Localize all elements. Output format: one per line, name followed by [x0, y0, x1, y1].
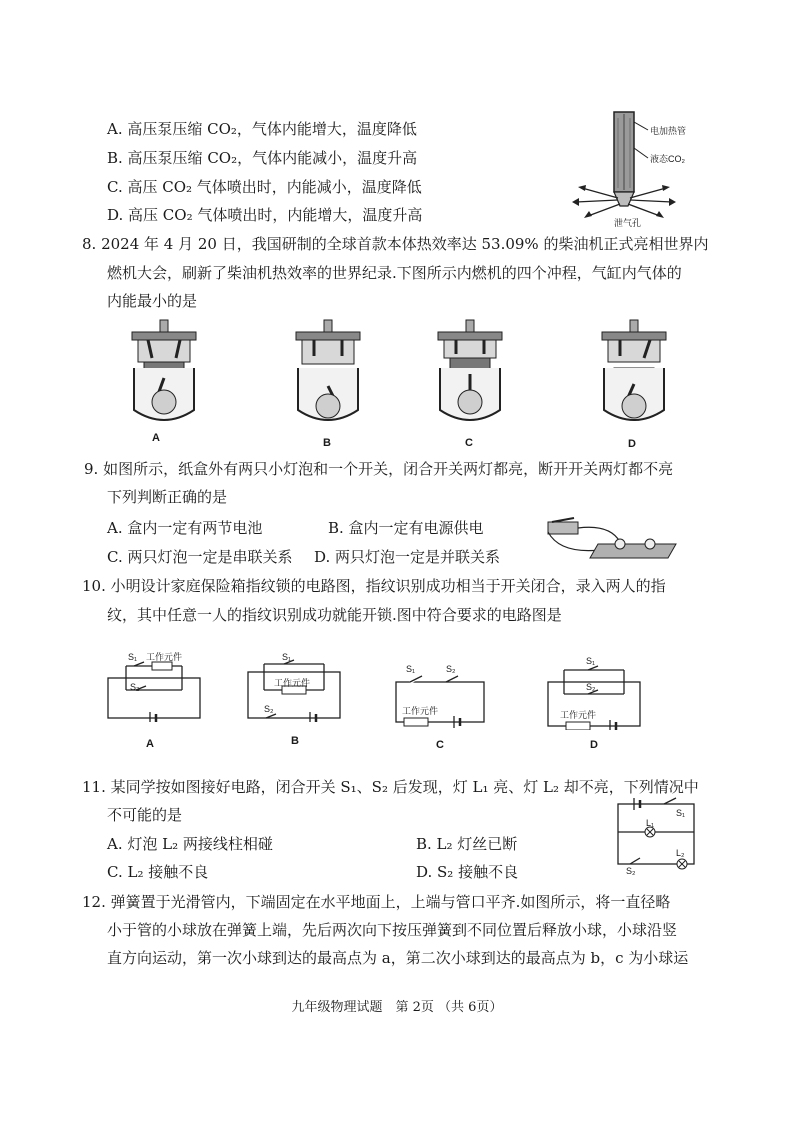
q8-caption-c: C: [465, 437, 473, 449]
q9-stem-line2: 下列判断正确的是: [107, 488, 228, 506]
q7-option-b: B. 高压泵压缩 CO₂，气体内能减小，温度升高: [107, 149, 418, 167]
q10-circuit-c: [392, 660, 492, 732]
q10-caption-a: A: [146, 738, 154, 750]
q8-stem-line3: 内能最小的是: [107, 292, 198, 310]
engine-stroke-a-figure: [126, 318, 202, 432]
q12-stem-line2: 小于管的小球放在弹簧上端，先后两次向下按压弹簧到不同位置后释放小球，小球沿竖: [107, 921, 678, 939]
q8-stem-line1: 8. 2024 年 4 月 20 日，我国研制的全球首款本体热效率达 53.09% 的柴油机正式亮相世界内: [82, 235, 709, 253]
q8-caption-d: D: [628, 438, 636, 450]
q9-option-a: A. 盒内一定有两节电池: [107, 519, 263, 537]
q11-l2-label: L₂: [676, 848, 685, 858]
q11-option-a: A. 灯泡 L₂ 两接线柱相碰: [107, 835, 273, 853]
q9-box-bulbs-figure: [540, 514, 680, 568]
engine-stroke-d-figure: [596, 318, 672, 432]
heater-tube-label: 电加热管: [650, 126, 687, 136]
q9-stem-line1: 9. 如图所示，纸盒外有两只小灯泡和一个开关，闭合开关两灯都亮，断开开关两灯都不亮: [84, 460, 674, 478]
q11-s2-label: S₂: [626, 866, 636, 876]
q12-stem-line1: 12. 弹簧置于光滑管内，下端固定在水平地面上，上端与管口平齐.如图所示，将一直径略: [82, 893, 671, 911]
q11-option-c: C. L₂ 接触不良: [107, 863, 209, 881]
q10c-element-label: 工作元件: [402, 706, 439, 716]
q9-option-d: D. 两只灯泡一定是并联关系: [314, 548, 501, 566]
q9-option-c: C. 两只灯泡一定是串联关系: [107, 548, 293, 566]
q7-option-a: A. 高压泵压缩 CO₂，气体内能增大，温度降低: [107, 120, 417, 138]
q10-stem-line2: 纹，其中任意一人的指纹识别成功就能开锁.图中符合要求的电路图是: [107, 606, 562, 624]
q10-circuit-b: [244, 650, 344, 726]
q10d-s2-label: S₂: [586, 682, 596, 692]
q10b-s1-label: S₁: [282, 652, 292, 662]
q8-caption-b: B: [323, 437, 331, 449]
q9-option-b: B. 盒内一定有电源供电: [328, 519, 484, 537]
q10d-element-label: 工作元件: [560, 710, 597, 720]
q8-stem-line2: 燃机大会，刷新了柴油机热效率的世界纪录.下图所示内燃机的四个冲程，气缸内气体的: [107, 264, 682, 282]
q10-circuit-d: [544, 654, 644, 734]
q10c-s1-label: S₁: [406, 664, 416, 674]
q10b-element-label: 工作元件: [274, 678, 311, 688]
q10a-s1-label: S₁: [128, 652, 138, 662]
q11-circuit-figure: [614, 796, 700, 880]
q10b-s2-label: S₂: [264, 704, 274, 714]
page-footer: 九年级物理试题 第 2页 （共 6页）: [291, 1000, 503, 1015]
vent-hole-label: 泄气孔: [614, 218, 642, 228]
q11-option-b: B. L₂ 灯丝已断: [416, 835, 518, 853]
liquid-co2-label: 液态CO₂: [650, 154, 685, 164]
q10a-s2-label: S₂: [130, 682, 140, 692]
q11-l1-label: L₁: [646, 818, 655, 828]
q8-caption-a: A: [152, 432, 160, 444]
q7-option-c: C. 高压 CO₂ 气体喷出时，内能减小，温度降低: [107, 178, 422, 196]
q10-caption-d: D: [590, 739, 598, 751]
q7-co2-cylinder-figure: [566, 108, 716, 230]
q10c-s2-label: S₂: [446, 664, 456, 674]
q10-circuit-a: [104, 650, 204, 726]
q7-option-d: D. 高压 CO₂ 气体喷出时，内能增大，温度升高: [107, 206, 423, 224]
q11-s1-label: S₁: [676, 808, 686, 818]
q10a-element-label: 工作元件: [146, 652, 183, 662]
q12-stem-line3: 直方向运动，第一次小球到达的最高点为 a，第二次小球到达的最高点为 b，c 为小球运: [107, 949, 689, 967]
q11-stem-line1: 11. 某同学按如图接好电路，闭合开关 S₁、S₂ 后发现，灯 L₁ 亮、灯 L₂ 却不亮，下列情况中: [82, 778, 699, 796]
q10-stem-line1: 10. 小明设计家庭保险箱指纹锁的电路图，指纹识别成功相当于开关闭合，录入两人的指: [82, 577, 666, 595]
engine-stroke-b-figure: [290, 318, 366, 432]
q10-caption-c: C: [436, 739, 444, 751]
q10-caption-b: B: [291, 735, 299, 747]
q10d-s1-label: S₁: [586, 656, 596, 666]
q11-stem-line2: 不可能的是: [107, 806, 183, 824]
engine-stroke-c-figure: [432, 318, 508, 432]
q11-option-d: D. S₂ 接触不良: [416, 863, 519, 881]
